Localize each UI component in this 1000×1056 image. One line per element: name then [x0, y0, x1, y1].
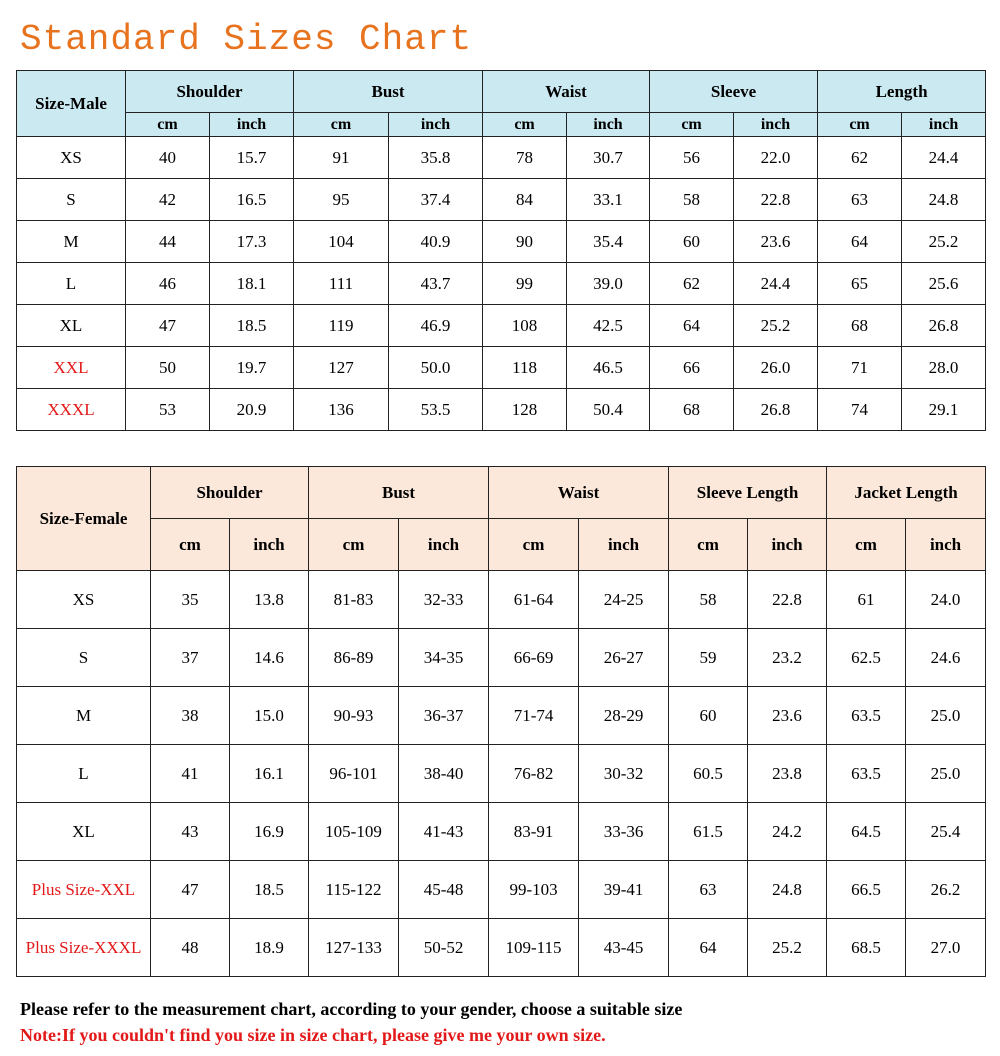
inch-value: 35.4 [567, 221, 650, 263]
cm-value: 104 [294, 221, 389, 263]
cm-value: 47 [151, 861, 230, 919]
cm-value: 68 [650, 389, 734, 431]
inch-value: 39-41 [579, 861, 669, 919]
cm-value: 59 [669, 629, 748, 687]
inch-value: 25.6 [902, 263, 986, 305]
inch-value: 46.9 [389, 305, 483, 347]
sleeve-length-header: Sleeve Length [669, 467, 827, 519]
cm-value: 64.5 [827, 803, 906, 861]
cm-value: 46 [126, 263, 210, 305]
unit-inch-header: inch [389, 113, 483, 137]
cm-value: 60.5 [669, 745, 748, 803]
size-label: Plus Size-XXXL [17, 919, 151, 977]
cm-value: 71-74 [489, 687, 579, 745]
inch-value: 25.2 [748, 919, 827, 977]
cm-value: 128 [483, 389, 567, 431]
cm-value: 91 [294, 137, 389, 179]
cm-value: 40 [126, 137, 210, 179]
size-label: XS [17, 137, 126, 179]
inch-value: 30-32 [579, 745, 669, 803]
size-label: M [17, 687, 151, 745]
cm-value: 35 [151, 571, 230, 629]
cm-value: 74 [818, 389, 902, 431]
cm-value: 78 [483, 137, 567, 179]
cm-value: 58 [650, 179, 734, 221]
cm-value: 118 [483, 347, 567, 389]
unit-cm-header: cm [483, 113, 567, 137]
cm-value: 95 [294, 179, 389, 221]
inch-value: 18.5 [230, 861, 309, 919]
table-row [17, 803, 986, 861]
inch-value: 36-37 [399, 687, 489, 745]
cm-value: 136 [294, 389, 389, 431]
cm-value: 66 [650, 347, 734, 389]
bust-header: Bust [294, 71, 483, 113]
inch-value: 26.8 [902, 305, 986, 347]
measurement-note: Please refer to the measurement chart, according to your gender, choose a suitable size [20, 999, 683, 1019]
cm-value: 64 [650, 305, 734, 347]
inch-value: 16.5 [210, 179, 294, 221]
unit-cm-header: cm [309, 519, 399, 571]
inch-value: 26.8 [734, 389, 818, 431]
table-row [17, 687, 986, 745]
cm-value: 108 [483, 305, 567, 347]
size-label: XL [17, 803, 151, 861]
cm-value: 41 [151, 745, 230, 803]
size-label: L [17, 263, 126, 305]
inch-value: 40.9 [389, 221, 483, 263]
shoulder-header: Shoulder [151, 467, 309, 519]
inch-value: 24.0 [906, 571, 986, 629]
cm-value: 64 [669, 919, 748, 977]
cm-value: 58 [669, 571, 748, 629]
unit-inch-header: inch [230, 519, 309, 571]
inch-value: 39.0 [567, 263, 650, 305]
unit-cm-header: cm [489, 519, 579, 571]
inch-value: 22.8 [734, 179, 818, 221]
unit-inch-header: inch [902, 113, 986, 137]
inch-value: 22.8 [748, 571, 827, 629]
inch-value: 46.5 [567, 347, 650, 389]
cm-value: 65 [818, 263, 902, 305]
size-label: XXL [17, 347, 126, 389]
inch-value: 50.0 [389, 347, 483, 389]
inch-value: 17.3 [210, 221, 294, 263]
inch-value: 45-48 [399, 861, 489, 919]
inch-value: 18.1 [210, 263, 294, 305]
sleeve-header: Sleeve [650, 71, 818, 113]
unit-cm-header: cm [126, 113, 210, 137]
inch-value: 25.2 [734, 305, 818, 347]
inch-value: 16.1 [230, 745, 309, 803]
size-warning-note: Note:If you couldn't find you size in size chart, please give me your own size. [20, 1025, 606, 1045]
unit-inch-header: inch [734, 113, 818, 137]
cm-value: 84 [483, 179, 567, 221]
inch-value: 22.0 [734, 137, 818, 179]
cm-value: 63 [818, 179, 902, 221]
inch-value: 25.0 [906, 687, 986, 745]
cm-value: 127 [294, 347, 389, 389]
inch-value: 15.0 [230, 687, 309, 745]
cm-value: 37 [151, 629, 230, 687]
inch-value: 23.6 [734, 221, 818, 263]
unit-inch-header: inch [399, 519, 489, 571]
inch-value: 23.2 [748, 629, 827, 687]
inch-value: 23.6 [748, 687, 827, 745]
cm-value: 42 [126, 179, 210, 221]
size-label: XL [17, 305, 126, 347]
table-row [17, 861, 986, 919]
cm-value: 66.5 [827, 861, 906, 919]
size-label: L [17, 745, 151, 803]
inch-value: 24-25 [579, 571, 669, 629]
cm-value: 61.5 [669, 803, 748, 861]
inch-value: 29.1 [902, 389, 986, 431]
cm-value: 105-109 [309, 803, 399, 861]
cm-value: 38 [151, 687, 230, 745]
inch-value: 38-40 [399, 745, 489, 803]
cm-value: 63.5 [827, 745, 906, 803]
size-label: S [17, 629, 151, 687]
inch-value: 19.7 [210, 347, 294, 389]
unit-inch-header: inch [210, 113, 294, 137]
inch-value: 16.9 [230, 803, 309, 861]
inch-value: 50.4 [567, 389, 650, 431]
cm-value: 68 [818, 305, 902, 347]
cm-value: 109-115 [489, 919, 579, 977]
inch-value: 41-43 [399, 803, 489, 861]
cm-value: 86-89 [309, 629, 399, 687]
cm-value: 64 [818, 221, 902, 263]
page-title: Standard Sizes Chart [20, 19, 473, 60]
inch-value: 25.0 [906, 745, 986, 803]
waist-header: Waist [489, 467, 669, 519]
inch-value: 26.0 [734, 347, 818, 389]
inch-value: 42.5 [567, 305, 650, 347]
shoulder-header: Shoulder [126, 71, 294, 113]
size-label: M [17, 221, 126, 263]
cm-value: 115-122 [309, 861, 399, 919]
inch-value: 26.2 [906, 861, 986, 919]
cm-value: 56 [650, 137, 734, 179]
unit-cm-header: cm [650, 113, 734, 137]
waist-header: Waist [483, 71, 650, 113]
cm-value: 61 [827, 571, 906, 629]
inch-value: 13.8 [230, 571, 309, 629]
cm-value: 60 [669, 687, 748, 745]
inch-value: 24.4 [734, 263, 818, 305]
table-row [17, 305, 986, 347]
table-row [17, 919, 986, 977]
cm-value: 62.5 [827, 629, 906, 687]
inch-value: 25.4 [906, 803, 986, 861]
cm-value: 83-91 [489, 803, 579, 861]
inch-value: 24.8 [748, 861, 827, 919]
cm-value: 96-101 [309, 745, 399, 803]
cm-value: 76-82 [489, 745, 579, 803]
unit-cm-header: cm [151, 519, 230, 571]
length-header: Length [818, 71, 986, 113]
inch-value: 43-45 [579, 919, 669, 977]
table-row [17, 263, 986, 305]
table-row [17, 221, 986, 263]
cm-value: 111 [294, 263, 389, 305]
cm-value: 99 [483, 263, 567, 305]
unit-cm-header: cm [294, 113, 389, 137]
inch-value: 28-29 [579, 687, 669, 745]
inch-value: 24.6 [906, 629, 986, 687]
size-label: S [17, 179, 126, 221]
cm-value: 48 [151, 919, 230, 977]
cm-value: 63.5 [827, 687, 906, 745]
unit-inch-header: inch [748, 519, 827, 571]
table-row [17, 347, 986, 389]
cm-value: 63 [669, 861, 748, 919]
table-row [17, 571, 986, 629]
unit-cm-header: cm [818, 113, 902, 137]
inch-value: 35.8 [389, 137, 483, 179]
table-row [17, 137, 986, 179]
cm-value: 66-69 [489, 629, 579, 687]
jacket-length-header: Jacket Length [827, 467, 986, 519]
unit-inch-header: inch [906, 519, 986, 571]
unit-cm-header: cm [827, 519, 906, 571]
size-male-header: Size-Male [17, 71, 126, 137]
size-label: XXXL [17, 389, 126, 431]
cm-value: 90 [483, 221, 567, 263]
unit-inch-header: inch [567, 113, 650, 137]
table-row [17, 629, 986, 687]
inch-value: 23.8 [748, 745, 827, 803]
cm-value: 71 [818, 347, 902, 389]
female-size-table [16, 466, 986, 977]
inch-value: 14.6 [230, 629, 309, 687]
inch-value: 27.0 [906, 919, 986, 977]
inch-value: 25.2 [902, 221, 986, 263]
size-label: Plus Size-XXL [17, 861, 151, 919]
inch-value: 33-36 [579, 803, 669, 861]
inch-value: 50-52 [399, 919, 489, 977]
cm-value: 50 [126, 347, 210, 389]
cm-value: 81-83 [309, 571, 399, 629]
cm-value: 43 [151, 803, 230, 861]
inch-value: 20.9 [210, 389, 294, 431]
cm-value: 99-103 [489, 861, 579, 919]
inch-value: 24.8 [902, 179, 986, 221]
table-row [17, 745, 986, 803]
unit-inch-header: inch [579, 519, 669, 571]
size-female-header: Size-Female [17, 467, 151, 571]
cm-value: 44 [126, 221, 210, 263]
inch-value: 26-27 [579, 629, 669, 687]
cm-value: 90-93 [309, 687, 399, 745]
inch-value: 34-35 [399, 629, 489, 687]
inch-value: 15.7 [210, 137, 294, 179]
inch-value: 24.4 [902, 137, 986, 179]
bust-header: Bust [309, 467, 489, 519]
inch-value: 24.2 [748, 803, 827, 861]
inch-value: 30.7 [567, 137, 650, 179]
inch-value: 28.0 [902, 347, 986, 389]
male-size-table [16, 70, 986, 431]
inch-value: 18.9 [230, 919, 309, 977]
size-label: XS [17, 571, 151, 629]
inch-value: 32-33 [399, 571, 489, 629]
inch-value: 53.5 [389, 389, 483, 431]
inch-value: 37.4 [389, 179, 483, 221]
inch-value: 33.1 [567, 179, 650, 221]
cm-value: 53 [126, 389, 210, 431]
cm-value: 61-64 [489, 571, 579, 629]
cm-value: 47 [126, 305, 210, 347]
cm-value: 60 [650, 221, 734, 263]
cm-value: 62 [650, 263, 734, 305]
cm-value: 119 [294, 305, 389, 347]
cm-value: 68.5 [827, 919, 906, 977]
cm-value: 127-133 [309, 919, 399, 977]
table-row [17, 179, 986, 221]
unit-cm-header: cm [669, 519, 748, 571]
table-row [17, 389, 986, 431]
inch-value: 43.7 [389, 263, 483, 305]
cm-value: 62 [818, 137, 902, 179]
inch-value: 18.5 [210, 305, 294, 347]
